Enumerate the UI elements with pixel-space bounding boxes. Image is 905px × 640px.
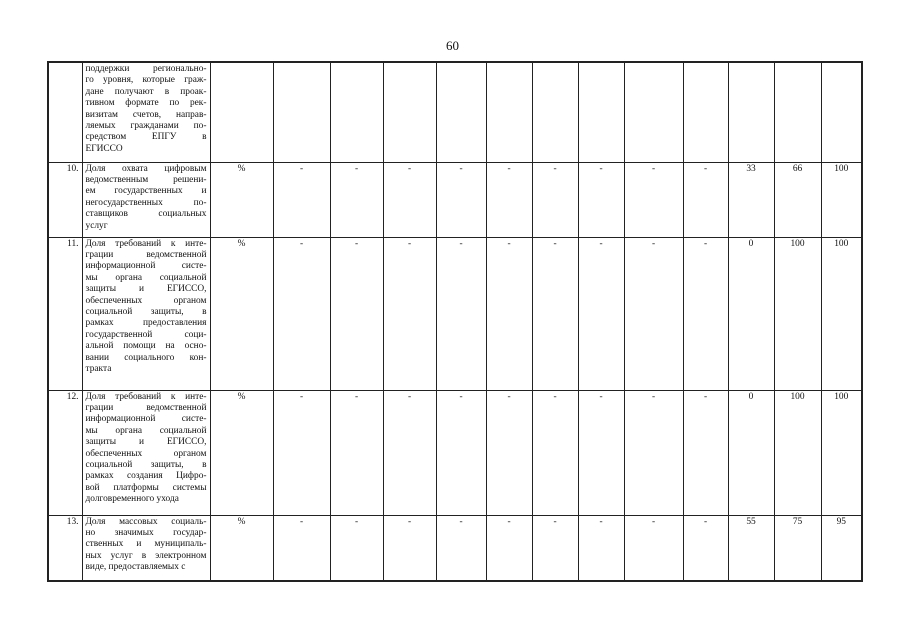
indicator-name-line: грации ведомственной bbox=[85, 249, 207, 260]
indicator-name-line: защиты и ЕГИССО, bbox=[85, 437, 207, 448]
indicator-name-line: го уровня, которые граж- bbox=[85, 75, 207, 86]
value-cell: - bbox=[532, 390, 578, 515]
indicator-name-line: ных услуг в электронном bbox=[85, 550, 207, 561]
indicator-name-line: ставщиков социальных bbox=[85, 209, 207, 220]
value-cell: - bbox=[486, 390, 532, 515]
indicator-name-line: визитам счетов, направ- bbox=[85, 109, 207, 120]
value-cell: - bbox=[578, 390, 624, 515]
value-cell bbox=[624, 62, 683, 162]
indicator-name bbox=[82, 390, 210, 515]
value-cell: - bbox=[330, 237, 383, 390]
value-cell: - bbox=[683, 237, 728, 390]
value-cell: - bbox=[436, 237, 486, 390]
indicator-name-line: обеспеченных органом bbox=[85, 295, 207, 306]
value-cell: 66 bbox=[774, 162, 821, 237]
indicator-name bbox=[82, 62, 210, 162]
row-number: 12. bbox=[48, 390, 82, 515]
value-cell: - bbox=[578, 237, 624, 390]
indicator-name-line: рамках создания Цифро- bbox=[85, 471, 207, 482]
indicator-name-line: защиты и ЕГИССО, bbox=[85, 284, 207, 295]
indicator-name-line: Доля требований к инте- bbox=[85, 391, 207, 402]
indicator-name bbox=[82, 162, 210, 237]
value-cell: - bbox=[383, 390, 436, 515]
value-cell: - bbox=[532, 237, 578, 390]
value-cell: - bbox=[532, 162, 578, 237]
indicator-name-line: поддержки регионально- bbox=[85, 64, 207, 74]
value-cell: 100 bbox=[821, 162, 862, 237]
row-number: 13. bbox=[48, 515, 82, 581]
table-row bbox=[48, 390, 862, 515]
indicator-name-line: услуг bbox=[85, 220, 108, 231]
indicator-name-line: государственной соци- bbox=[85, 329, 207, 340]
unit-cell: % bbox=[210, 515, 273, 581]
indicator-name-line: информационной систе- bbox=[85, 414, 207, 425]
table-row bbox=[48, 162, 862, 237]
indicator-name-line: средством ЕПГУ в bbox=[85, 132, 207, 143]
unit-cell: % bbox=[210, 390, 273, 515]
indicator-name-line: социальной защиты, в bbox=[85, 306, 207, 317]
value-cell: - bbox=[436, 515, 486, 581]
indicator-name-line: грации ведомственной bbox=[85, 402, 207, 413]
indicator-name-line: рамках предоставления bbox=[85, 318, 207, 329]
indicator-name-line: ЕГИССО bbox=[85, 143, 123, 154]
row-number: 11. bbox=[48, 237, 82, 390]
value-cell: - bbox=[330, 390, 383, 515]
value-cell bbox=[578, 62, 624, 162]
table-row bbox=[48, 62, 862, 162]
indicator-name-line: вой платформы системы bbox=[85, 482, 207, 493]
value-cell: - bbox=[436, 162, 486, 237]
value-cell bbox=[683, 62, 728, 162]
unit-cell: % bbox=[210, 237, 273, 390]
value-cell: - bbox=[683, 390, 728, 515]
indicator-table bbox=[47, 61, 863, 582]
indicator-name-line: вании социального кон- bbox=[85, 352, 207, 363]
indicator-name-line: ем государственных и bbox=[85, 186, 207, 197]
value-cell: - bbox=[578, 162, 624, 237]
unit-cell bbox=[210, 62, 273, 162]
page-number: 60 bbox=[446, 38, 459, 53]
table-row bbox=[48, 237, 862, 390]
value-cell: - bbox=[436, 390, 486, 515]
row-number: 10. bbox=[48, 162, 82, 237]
indicator-name-line: тивном формате по рек- bbox=[85, 98, 207, 109]
value-cell: - bbox=[273, 237, 330, 390]
indicator-name-line: Доля массовых социаль- bbox=[85, 516, 207, 527]
value-cell: - bbox=[486, 515, 532, 581]
indicator-name-line: мы органа социальной bbox=[85, 425, 207, 436]
value-cell: 55 bbox=[728, 515, 774, 581]
row-number bbox=[48, 62, 82, 162]
value-cell: 0 bbox=[728, 237, 774, 390]
value-cell: - bbox=[624, 515, 683, 581]
indicator-name-line: обеспеченных органом bbox=[85, 448, 207, 459]
value-cell: - bbox=[273, 390, 330, 515]
indicator-name-line: ляемых гражданами по- bbox=[85, 121, 207, 132]
indicator-name-line: альной помощи на осно- bbox=[85, 341, 207, 352]
table-row bbox=[48, 515, 862, 581]
value-cell: - bbox=[624, 162, 683, 237]
indicator-name-line: дане получают в проак- bbox=[85, 86, 207, 97]
value-cell: 100 bbox=[821, 237, 862, 390]
value-cell: - bbox=[532, 515, 578, 581]
indicator-name-line: негосударственных по- bbox=[85, 197, 207, 208]
value-cell: - bbox=[578, 515, 624, 581]
value-cell: 0 bbox=[728, 390, 774, 515]
indicator-name-line: Доля охвата цифровым bbox=[85, 163, 207, 174]
value-cell bbox=[273, 62, 330, 162]
value-cell: - bbox=[683, 515, 728, 581]
value-cell: - bbox=[486, 237, 532, 390]
value-cell bbox=[330, 62, 383, 162]
value-cell: 100 bbox=[774, 390, 821, 515]
value-cell bbox=[532, 62, 578, 162]
indicator-name-line: тракта bbox=[85, 363, 112, 374]
indicator-name-line: Доля требований к инте- bbox=[85, 238, 207, 249]
value-cell bbox=[383, 62, 436, 162]
value-cell bbox=[486, 62, 532, 162]
value-cell: - bbox=[273, 162, 330, 237]
value-cell: 100 bbox=[774, 237, 821, 390]
value-cell: - bbox=[330, 162, 383, 237]
value-cell: 75 bbox=[774, 515, 821, 581]
value-cell: - bbox=[624, 390, 683, 515]
indicator-name-line: но значимых государ- bbox=[85, 527, 207, 538]
value-cell bbox=[728, 62, 774, 162]
unit-cell: % bbox=[210, 162, 273, 237]
value-cell: - bbox=[273, 515, 330, 581]
indicator-name bbox=[82, 237, 210, 390]
value-cell: 33 bbox=[728, 162, 774, 237]
value-cell: - bbox=[383, 515, 436, 581]
table-body bbox=[48, 62, 862, 581]
value-cell: - bbox=[383, 237, 436, 390]
value-cell: 95 bbox=[821, 515, 862, 581]
value-cell bbox=[436, 62, 486, 162]
indicator-name bbox=[82, 515, 210, 581]
indicator-name-line: виде, предоставляемых с bbox=[85, 562, 186, 573]
indicator-name-line: информационной систе- bbox=[85, 261, 207, 272]
indicator-name-line: ведомственным решени- bbox=[85, 174, 207, 185]
indicator-name-line: долговременного ухода bbox=[85, 494, 179, 505]
value-cell: - bbox=[330, 515, 383, 581]
value-cell: - bbox=[486, 162, 532, 237]
indicator-name-line: мы органа социальной bbox=[85, 272, 207, 283]
indicator-name-line: социальной защиты, в bbox=[85, 459, 207, 470]
value-cell: - bbox=[683, 162, 728, 237]
value-cell bbox=[774, 62, 821, 162]
indicator-name-line: ственных и муниципаль- bbox=[85, 539, 207, 550]
value-cell: - bbox=[624, 237, 683, 390]
value-cell bbox=[821, 62, 862, 162]
value-cell: - bbox=[383, 162, 436, 237]
value-cell: 100 bbox=[821, 390, 862, 515]
